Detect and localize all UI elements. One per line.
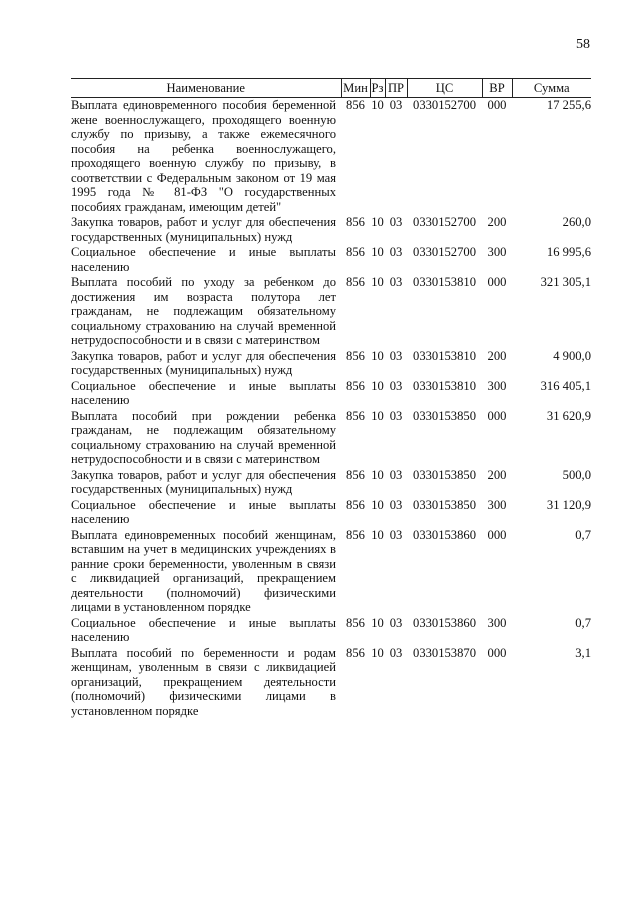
row-sum-cell: 3,1 <box>575 645 591 660</box>
row-cs-cell: 0330152700 <box>413 215 476 229</box>
row-rz-cell: 10 <box>371 527 384 542</box>
row-rz-cell: 10 <box>371 245 384 259</box>
row-min-cell: 856 <box>346 527 365 542</box>
row-rz-cell: 10 <box>371 497 384 512</box>
row-rz-cell: 10 <box>371 378 384 393</box>
row-pr-cell: 03 <box>389 645 403 660</box>
row-cs-cell: 0330153870 <box>413 645 476 660</box>
row-cs-cell: 0330153860 <box>413 527 476 542</box>
row-pr-cell: 03 <box>389 615 403 630</box>
table-row <box>71 616 591 646</box>
table-row <box>71 528 591 616</box>
row-min-cell: 856 <box>346 98 365 112</box>
row-cs-cell: 0330153810 <box>413 348 476 363</box>
table-row <box>71 349 591 379</box>
row-sum-cell: 31 120,9 <box>546 497 591 512</box>
row-sum-cell: 321 305,1 <box>540 275 591 289</box>
row-cs-cell: 0330153810 <box>413 275 476 289</box>
row-pr-cell: 03 <box>389 245 403 259</box>
row-sum-cell: 316 405,1 <box>540 378 591 393</box>
row-rz-cell: 10 <box>371 275 384 289</box>
row-rz-cell: 10 <box>371 615 384 630</box>
row-min-cell: 856 <box>346 215 365 229</box>
table-row <box>71 98 591 216</box>
row-rz-cell: 10 <box>371 98 384 112</box>
row-name-cell: Выплата единовременного пособия беременной жене военнослужащего, проходящего военную службу по призыву, а также ежемесячного пособия на ребенка военнослужащего, проходящего военную службу по призыву, в соответствии с Федеральным законом от 19 мая 1995 года № 81-ФЗ "О государственных пособиях гражданам, имеющим детей" <box>71 98 336 214</box>
row-name-cell: Выплата пособий при рождении ребенка гражданам, не подлежащим обязательному социальному страхованию на случай временной нетрудоспособности и в связи с материнством <box>71 408 336 466</box>
row-name-cell: Социальное обеспечение и иные выплаты населению <box>71 497 336 526</box>
table-row <box>71 468 591 498</box>
row-sum-cell: 17 255,6 <box>546 98 591 112</box>
row-vr-cell: 000 <box>487 527 507 542</box>
row-pr-cell: 03 <box>389 348 403 363</box>
row-vr-cell: 300 <box>487 245 507 259</box>
header-cs: ЦС <box>407 79 482 98</box>
row-name-cell: Закупка товаров, работ и услуг для обеспечения государственных (муниципальных) нужд <box>71 348 336 377</box>
row-rz-cell: 10 <box>371 467 384 482</box>
row-sum-cell: 0,7 <box>575 615 591 630</box>
row-min-cell: 856 <box>346 245 365 259</box>
row-min-cell: 856 <box>346 378 365 393</box>
row-rz-cell: 10 <box>371 645 384 660</box>
row-pr-cell: 03 <box>389 275 403 289</box>
row-rz-cell: 10 <box>371 408 384 423</box>
row-cs-cell: 0330153850 <box>413 467 476 482</box>
row-min-cell: 856 <box>346 408 365 423</box>
row-vr-cell: 300 <box>487 615 507 630</box>
row-pr-cell: 03 <box>389 497 403 512</box>
table-row <box>71 245 591 275</box>
row-min-cell: 856 <box>346 615 365 630</box>
page-number: 58 <box>576 37 590 52</box>
table-row <box>71 275 591 349</box>
row-min-cell: 856 <box>346 348 365 363</box>
row-vr-cell: 200 <box>487 467 507 482</box>
row-pr-cell: 03 <box>389 98 403 112</box>
header-pr: ПР <box>385 79 407 98</box>
row-pr-cell: 03 <box>389 408 403 423</box>
row-pr-cell: 03 <box>389 215 403 229</box>
row-name-cell: Социальное обеспечение и иные выплаты населению <box>71 245 336 274</box>
row-pr-cell: 03 <box>389 527 403 542</box>
row-cs-cell: 0330153810 <box>413 378 476 393</box>
row-cs-cell: 0330152700 <box>413 98 476 112</box>
row-vr-cell: 000 <box>487 98 507 112</box>
row-min-cell: 856 <box>346 497 365 512</box>
row-vr-cell: 200 <box>487 215 507 229</box>
row-vr-cell: 200 <box>487 348 507 363</box>
row-sum-cell: 0,7 <box>575 527 591 542</box>
row-name-cell: Социальное обеспечение и иные выплаты населению <box>71 615 336 644</box>
header-vr: ВР <box>482 79 512 98</box>
table-row <box>71 409 591 468</box>
header-sum: Сумма <box>512 79 591 98</box>
row-sum-cell: 4 900,0 <box>553 348 591 363</box>
table-row <box>71 646 591 720</box>
row-cs-cell: 0330152700 <box>413 245 476 259</box>
row-cs-cell: 0330153860 <box>413 615 476 630</box>
row-name-cell: Выплата пособий по уходу за ребенком до достижения им возраста полутора лет гражданам, не подлежащим обязательному социальному страхованию на случай временной нетрудоспособности и в связи с материнством <box>71 275 336 347</box>
row-pr-cell: 03 <box>389 378 403 393</box>
table-row <box>71 379 591 409</box>
row-min-cell: 856 <box>346 645 365 660</box>
table-body <box>71 98 591 720</box>
row-min-cell: 856 <box>346 275 365 289</box>
row-sum-cell: 31 620,9 <box>546 408 591 423</box>
row-name-cell: Закупка товаров, работ и услуг для обеспечения государственных (муниципальных) нужд <box>71 215 336 244</box>
table-row <box>71 498 591 528</box>
row-vr-cell: 000 <box>487 275 507 289</box>
table-header <box>71 79 591 98</box>
row-name-cell: Выплата единовременных пособий женщинам, вставшим на учет в медицинских учреждениях в ранние сроки беременности, уволенным в связи с ликвидацией организаций, прекращением деятельности (полномочий) физическими лицами в установленном порядке <box>71 527 336 614</box>
row-pr-cell: 03 <box>389 467 403 482</box>
row-sum-cell: 260,0 <box>562 215 591 229</box>
row-sum-cell: 500,0 <box>562 467 591 482</box>
row-sum-cell: 16 995,6 <box>546 245 591 259</box>
table-row <box>71 215 591 245</box>
header-name: Наименование <box>71 79 341 98</box>
budget-table <box>71 78 591 719</box>
row-cs-cell: 0330153850 <box>413 497 476 512</box>
row-rz-cell: 10 <box>371 348 384 363</box>
row-vr-cell: 300 <box>487 497 507 512</box>
header-rz: Рз <box>370 79 385 98</box>
row-vr-cell: 000 <box>487 645 507 660</box>
row-vr-cell: 300 <box>487 378 507 393</box>
row-name-cell: Социальное обеспечение и иные выплаты населению <box>71 378 336 407</box>
header-min: Мин <box>341 79 370 98</box>
row-cs-cell: 0330153850 <box>413 408 476 423</box>
row-name-cell: Выплата пособий по беременности и родам женщинам, уволенным в связи с ликвидацией организаций, прекращением деятельности (полномочий) физическими лицами в установленном порядке <box>71 645 336 718</box>
row-rz-cell: 10 <box>371 215 384 229</box>
row-vr-cell: 000 <box>487 408 507 423</box>
row-name-cell: Закупка товаров, работ и услуг для обеспечения государственных (муниципальных) нужд <box>71 467 336 496</box>
row-min-cell: 856 <box>346 467 365 482</box>
